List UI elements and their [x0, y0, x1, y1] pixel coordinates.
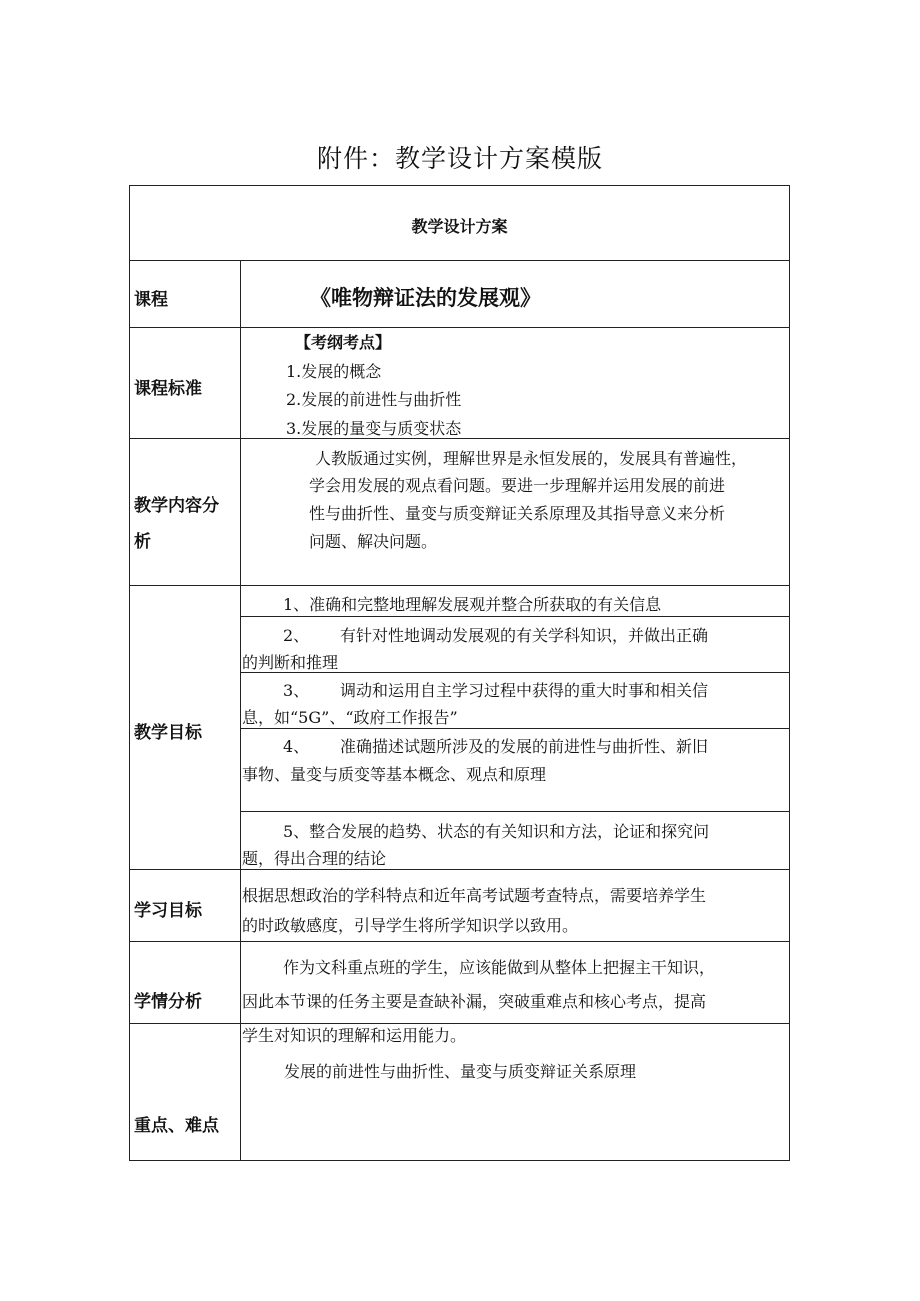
objective-item: 5、整合发展的趋势、状态的有关知识和方法，论证和探究问 [283, 822, 710, 841]
course-title: 《唯物辩证法的发展观》 [310, 286, 541, 310]
row-divider [130, 260, 789, 261]
objective-number: 3、 [283, 681, 310, 700]
content-analysis-line: 人教版通过实例，理解世界是永恒发展的，发展具有普遍性， [315, 449, 748, 468]
table-header: 教学设计方案 [411, 217, 508, 236]
objective-item: 息，如“5G”、“政府工作报告” [242, 708, 458, 727]
student-analysis-line: 因此本节课的任务主要是查缺补漏，突破重难点和核心考点，提高 [242, 992, 707, 1011]
objective-item: 有针对性地调动发展观的有关学科知识，并做出正确 [340, 626, 709, 645]
sub-row-divider [241, 616, 789, 617]
content-analysis-line: 学会用发展的观点看问题。要进一步理解并运用发展的前进 [309, 476, 726, 495]
objective-item: 准确描述试题所涉及的发展的前进性与曲折性、新旧 [340, 737, 709, 756]
objective-item: 调动和运用自主学习过程中获得的重大时事和相关信 [340, 681, 709, 700]
column-divider [240, 260, 241, 1160]
content-analysis-line: 问题、解决问题。 [309, 532, 438, 551]
course-label: 课程 [134, 290, 168, 310]
lesson-plan-table [129, 185, 790, 1161]
learning-goals-line: 根据思想政治的学科特点和近年高考试题考查特点，需要培养学生 [242, 886, 707, 905]
standard-label: 课程标准 [134, 379, 202, 399]
objective-item: 1、准确和完整地理解发展观并整合所获取的有关信息 [283, 595, 662, 614]
learning-goals-label: 学习目标 [134, 901, 202, 921]
student-analysis-line: 作为文科重点班的学生，应该能做到从整体上把握主干知识， [283, 958, 716, 977]
sub-row-divider [241, 728, 789, 729]
content-analysis-label: 教学内容分 [134, 496, 219, 516]
page-title: 附件：教学设计方案模版 [316, 144, 603, 173]
standard-item: 2.发展的前进性与曲折性 [286, 390, 462, 409]
objective-item: 题，得出合理的结论 [242, 849, 387, 868]
content-analysis-label: 析 [134, 532, 151, 552]
objective-item: 事物、量变与质变等基本概念、观点和原理 [242, 765, 547, 784]
objective-item: 的判断和推理 [242, 653, 339, 672]
sub-row-divider [241, 811, 789, 812]
standard-item: 1.发展的概念 [286, 362, 382, 381]
objective-number: 2、 [283, 626, 310, 645]
content-analysis-line: 性与曲折性、量变与质变辩证关系原理及其指导意义来分析 [309, 504, 726, 523]
row-divider [130, 585, 789, 586]
row-divider [130, 869, 789, 870]
key-points-label: 重点、难点 [134, 1116, 219, 1136]
key-points-text: 发展的前进性与曲折性、量变与质变辩证关系原理 [284, 1062, 637, 1081]
standard-heading: 【考纲考点】 [295, 333, 392, 352]
standard-item: 3.发展的量变与质变状态 [286, 419, 462, 438]
objectives-label: 教学目标 [134, 723, 202, 743]
student-analysis-line: 学生对知识的理解和运用能力。 [242, 1026, 467, 1045]
objective-number: 4、 [283, 737, 310, 756]
row-divider [130, 327, 789, 328]
learning-goals-line: 的时政敏感度，引导学生将所学知识学以致用。 [242, 916, 579, 935]
row-divider [130, 941, 789, 942]
student-analysis-label: 学情分析 [134, 992, 202, 1012]
